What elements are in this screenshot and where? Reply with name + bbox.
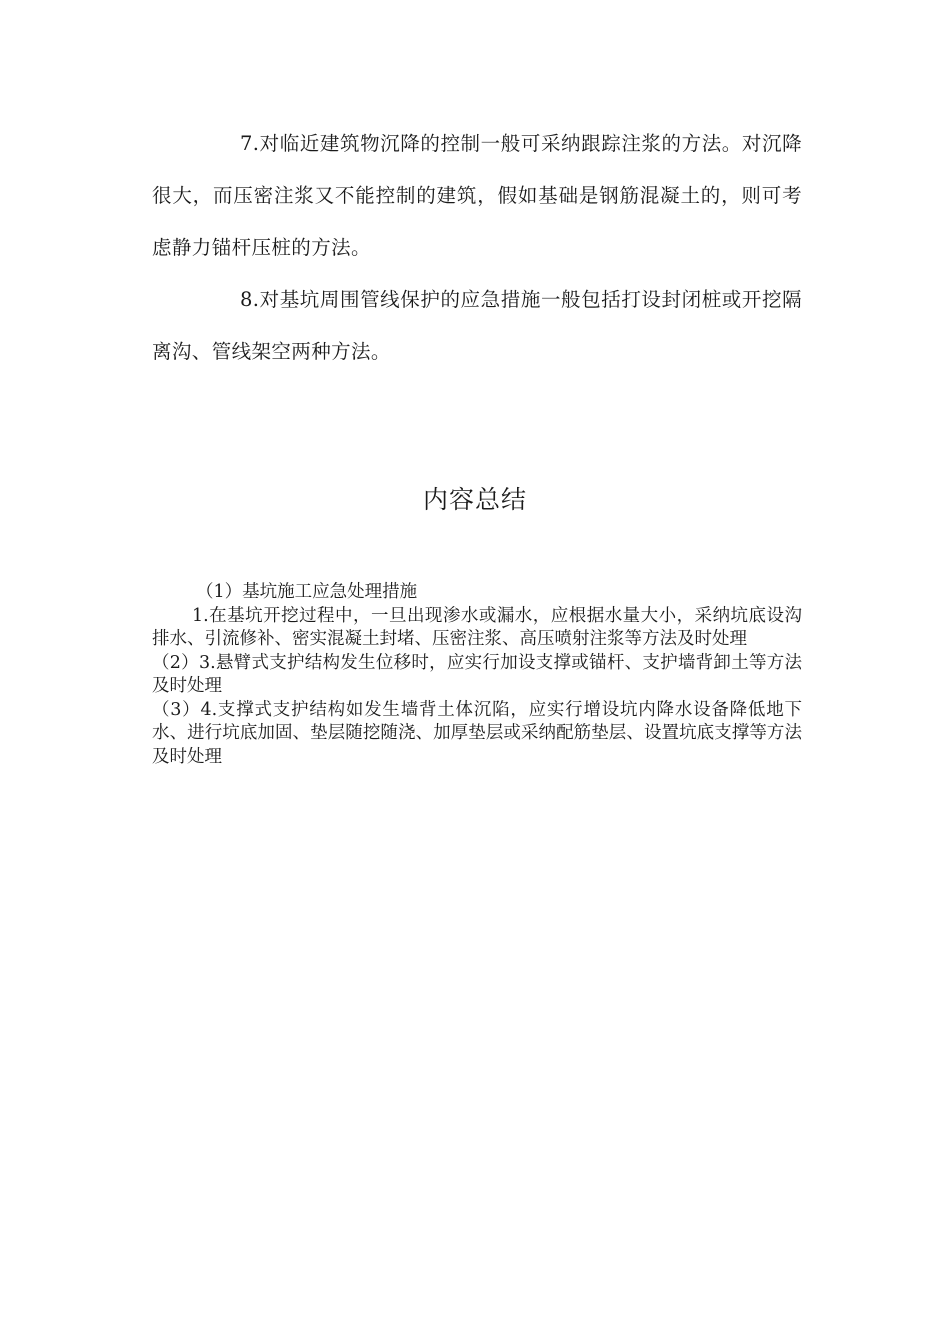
summary-section	[152, 581, 802, 769]
summary-item-3: （3）4.支撑式支护结构如发生墙背土体沉陷，应实行增设坑内降水设备降低地下水、进行坑底加固、垫层随挖随浇、加厚垫层或采纳配筋垫层、设置坑底支撑等方法及时处理	[152, 699, 802, 767]
paragraph-7: 7.对临近建筑物沉降的控制一般可采纳跟踪注浆的方法。对沉降很大，而压密注浆又不能控制的建筑，假如基础是钢筋混凝土的，则可考虑静力锚杆压桩的方法。	[152, 132, 802, 259]
summary-item-1: 1.在基坑开挖过程中，一旦出现渗水或漏水，应根据水量大小，采纳坑底设沟排水、引流修补、密实混凝土封堵、压密注浆、高压喷射注浆等方法及时处理	[152, 605, 802, 649]
summary-item-2: （2）3.悬臂式支护结构发生位移时，应实行加设支撑或锚杆、支护墙背卸土等方法及时处理	[152, 652, 803, 696]
summary-heading: （1）基坑施工应急处理措施	[196, 582, 418, 602]
summary-title: 内容总结	[422, 485, 527, 514]
paragraph-8: 8.对基坑周围管线保护的应急措施一般包括打设封闭桩或开挖隔离沟、管线架空两种方法。	[152, 288, 802, 363]
body-text	[152, 118, 802, 378]
